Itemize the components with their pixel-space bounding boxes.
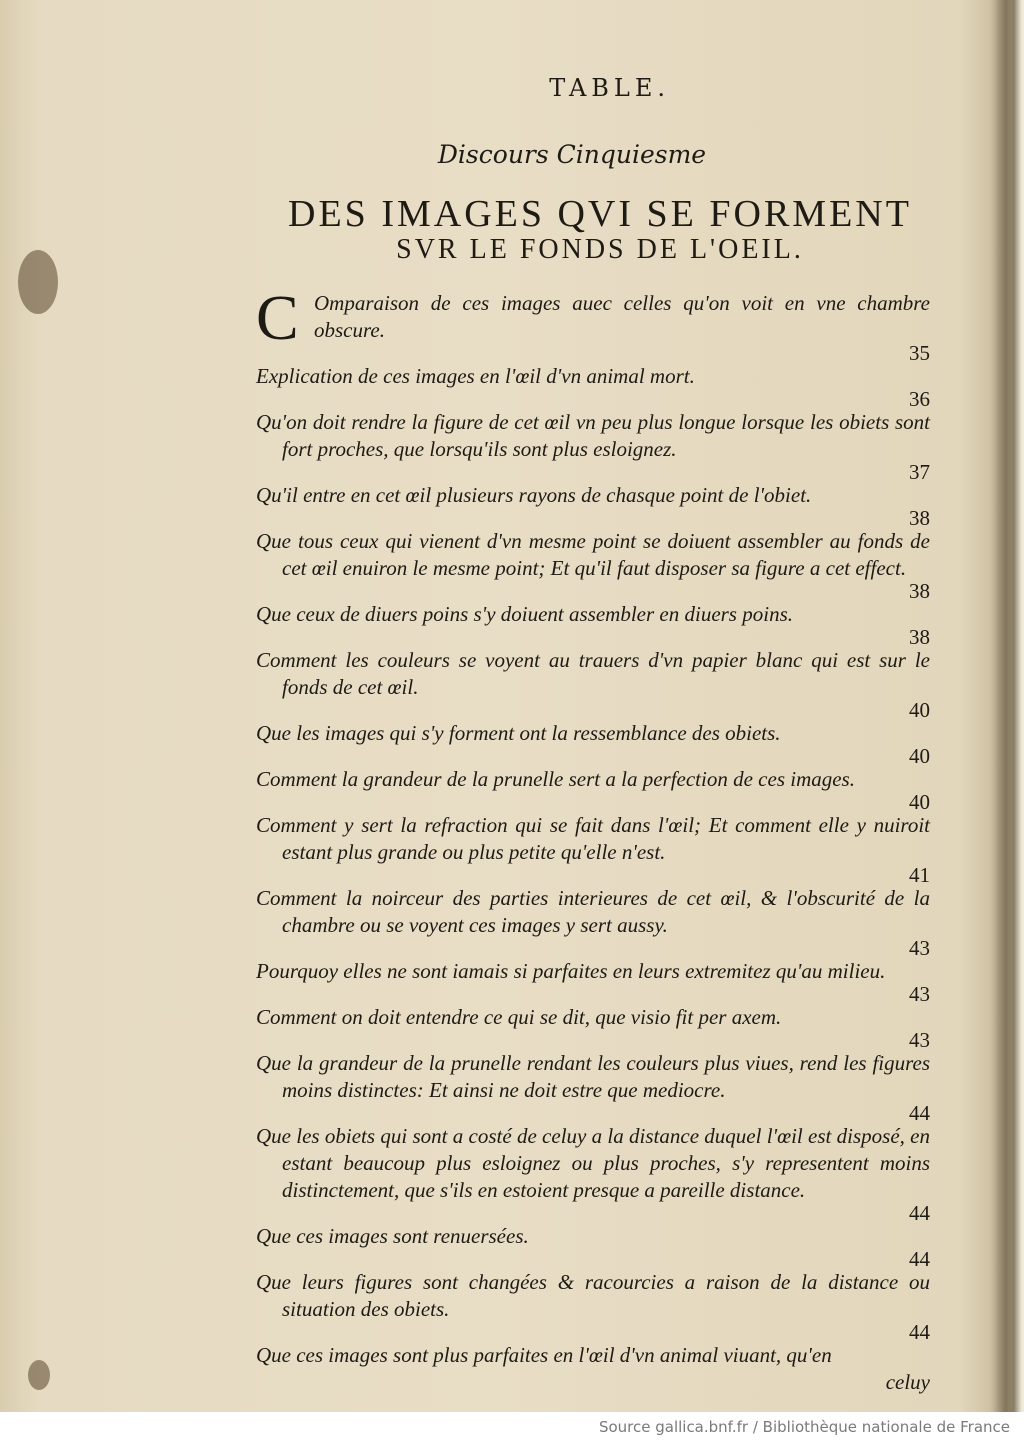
toc-entry-text: Comment la noirceur des parties interieures de cet œil, & l'obscurité de la chambre ou se voyent ces images y sert aussy. <box>256 886 930 937</box>
toc-entry <box>256 1342 930 1396</box>
toc-entry <box>256 958 930 1004</box>
toc-entry <box>256 482 930 528</box>
toc-page-number: 44 <box>909 1320 930 1344</box>
toc-entry-text: Comment les couleurs se voyent au trauers d'vn papier blanc qui est sur le fonds de cet œil. <box>256 648 930 699</box>
toc-entry <box>256 885 930 958</box>
toc-entry-text: Omparaison de ces images auec celles qu'on voit en vne chambre obscure. <box>314 291 930 342</box>
toc-entry-text: Comment y sert la refraction qui se fait dans l'œil; Et comment elle y nuiroit estant plus grande ou plus petite qu'elle n'est. <box>256 813 930 864</box>
toc-entry <box>256 282 930 365</box>
toc-entry <box>256 363 930 409</box>
toc-entry <box>256 528 930 601</box>
toc-entry-text: Que les obiets qui sont a costé de celuy a la distance duquel l'œil est disposé, en estant beaucoup plus esloignez ou plus proches, s'y representent moins distinctement, que s'ils en estoient presque a pareille distance. <box>256 1124 930 1202</box>
toc-entry-text: Que leurs figures sont changées & racourcies a raison de la distance ou situation des obiets. <box>256 1270 930 1321</box>
source-credit: Source gallica.bnf.fr / Bibliothèque nationale de France <box>598 1418 1010 1436</box>
toc-entry-text: Comment on doit entendre ce qui se dit, que visio fit per axem. <box>256 1005 782 1029</box>
toc-entry-text: Que tous ceux qui vienent d'vn mesme point se doiuent assembler au fonds de cet œil enuiron le mesme point; Et qu'il faut disposer sa figure a cet effect. <box>256 529 930 580</box>
toc-entry-text: Pourquoy elles ne sont iamais si parfaites en leurs extremitez qu'au milieu. <box>256 959 886 983</box>
toc-entry <box>256 1004 930 1050</box>
toc-page-number: 44 <box>909 1101 930 1125</box>
toc-entry <box>256 812 930 885</box>
toc-entry-text: Que ces images sont plus parfaites en l'œil d'vn animal viuant, qu'en <box>256 1343 832 1367</box>
toc-entry-text: Qu'il entre en cet œil plusieurs rayons de chasque point de l'obiet. <box>256 483 812 507</box>
page-gutter-shadow <box>994 0 1024 1412</box>
toc-page-number: 40 <box>909 744 930 768</box>
toc-page-number: 43 <box>909 982 930 1006</box>
toc-entry <box>256 720 930 766</box>
toc-page-number: 43 <box>909 936 930 960</box>
discours-heading: Discours Cinquiesme <box>437 140 707 169</box>
catchword: celuy <box>885 1370 930 1394</box>
toc-page-number: 44 <box>909 1247 930 1271</box>
toc-page-number: 40 <box>909 698 930 722</box>
toc-entry-text: Explication de ces images en l'œil d'vn animal mort. <box>256 364 695 388</box>
drop-capital: C <box>256 282 299 353</box>
toc-page-number: 40 <box>909 790 930 814</box>
toc-entry <box>256 766 930 812</box>
section-title-line1: DES IMAGES QVI SE FORMENT <box>288 193 912 235</box>
toc-page-number: 38 <box>909 506 930 530</box>
section-title-line2: SVR LE FONDS DE L'OEIL. <box>396 234 804 265</box>
toc-entry-text: Que ces images sont renuersées. <box>256 1224 529 1248</box>
toc-entry <box>256 1123 930 1223</box>
toc-page-number: 43 <box>909 1028 930 1052</box>
toc-entry <box>256 1269 930 1342</box>
toc-page-number: 41 <box>909 863 930 887</box>
toc-page-number: 35 <box>909 341 930 365</box>
toc-page-number: 38 <box>909 625 930 649</box>
toc-page-number: 44 <box>909 1201 930 1225</box>
toc-entry-text: Qu'on doit rendre la figure de cet œil vn peu plus longue lorsque les obiets sont fort proches, que lorsqu'ils sont plus esloignez. <box>256 410 930 461</box>
toc-entry-text: Que les images qui s'y forment ont la ressemblance des obiets. <box>256 721 781 745</box>
toc-entry <box>256 1223 930 1269</box>
toc-page-number: 38 <box>909 579 930 603</box>
toc-page-number: 36 <box>909 387 930 411</box>
running-head: TABLE. <box>549 74 670 102</box>
ink-stain <box>18 250 58 314</box>
toc-entry-text: Que la grandeur de la prunelle rendant les couleurs plus viues, rend les figures moins distinctes: Et ainsi ne doit estre que mediocre. <box>256 1051 930 1102</box>
toc-entry-text: Que ceux de diuers poins s'y doiuent assembler en diuers poins. <box>256 602 793 626</box>
ink-stain <box>28 1360 50 1390</box>
toc-entry <box>256 409 930 482</box>
toc-entry <box>256 647 930 720</box>
toc-entry-text: Comment la grandeur de la prunelle sert a la perfection de ces images. <box>256 767 855 791</box>
toc-entry <box>256 1050 930 1123</box>
toc-page-number: 37 <box>909 460 930 484</box>
source-footer <box>0 1412 1024 1442</box>
toc-entry <box>256 601 930 647</box>
table-of-contents <box>256 282 930 1396</box>
